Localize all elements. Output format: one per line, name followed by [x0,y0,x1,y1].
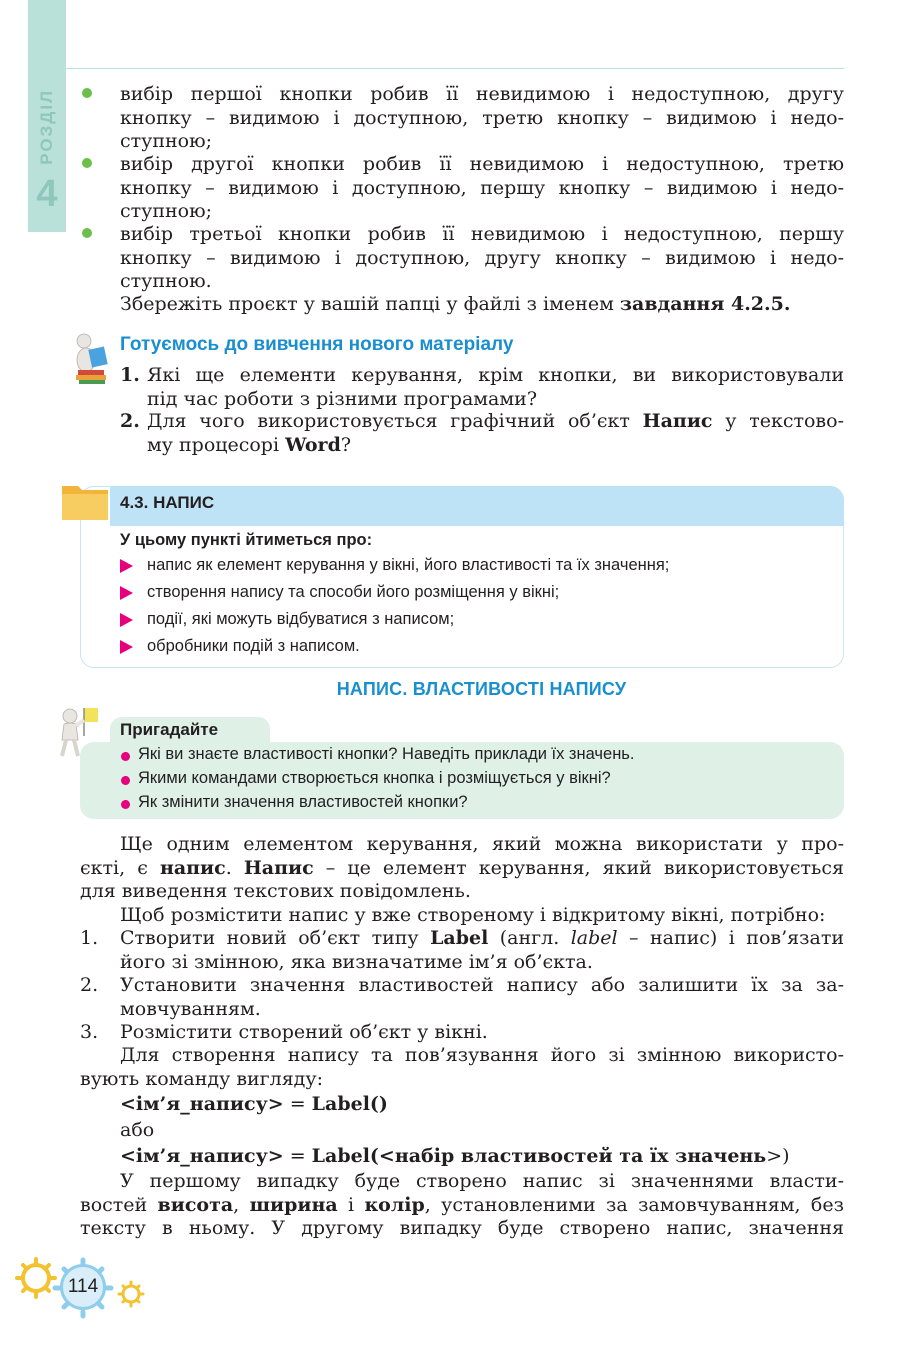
pink-bullet [121,752,130,761]
bullet-dot [82,228,92,238]
question-number: 2. [120,410,140,432]
question-2: Для чого використовується графічний об’єкт Напис у текстово- му процесорі Word? [147,410,844,456]
section-item: події, які можуть відбуватися з написом; [147,610,455,628]
chapter-number: 4 [36,173,58,215]
question-1: Які ще елементи керування, крім кнопки, ви використовували під час роботи з різними програмами? [147,364,844,410]
paragraph: Ще одним елементом керування, який можна використати у про- єкті, є напис. Напис – це елемент керування, який використовується для виведення текстових повідомлень. Щоб розмістити напис у вже створеному і відкритому вікні, потрібно: [80,833,844,926]
section-item: створення напису та способи його розміщення у вікні; [147,583,560,601]
step-number: 1. [80,927,99,949]
step-number: 2. [80,974,99,996]
bullet-dot [82,88,92,98]
folder-icon [60,480,110,522]
pink-triangle-icon [120,559,133,573]
bullet-item: вибір третьої кнопки робив її невидимою і недоступною, першу кнопку – видимою і доступною, другу кнопку – видимою і недо- ступною. [120,223,844,292]
question-number: 1. [120,364,140,386]
recall-item: Як змінити значення властивостей кнопки? [138,793,468,811]
bullet-item: вибір першої кнопки робив її невидимою і недоступною, другу кнопку – видимою і доступною, третю кнопку – видимою і недо- ступною; [120,83,844,152]
code-line: <ім’я_напису> = Label() [120,1093,388,1115]
pink-bullet [121,800,130,809]
section-item: напис як елемент керування у вікні, його властивості та їх значення; [147,556,670,574]
section-item: обробники подій з написом. [147,637,360,655]
recall-item: Якими командами створюється кнопка і розміщується у вікні? [138,769,611,787]
pink-bullet [121,776,130,785]
section-title: 4.3. НАПИС [120,493,215,512]
pink-triangle-icon [120,640,133,654]
step-number: 3. [80,1021,99,1043]
or-text: або [120,1119,155,1141]
save-instruction: Збережіть проєкт у вашій папці у файлі з іменем завдання 4.2.5. [120,293,791,315]
step-1: Створити новий об’єкт типу Label (англ. label – напис) і пов’язати його зі змінною, яка визначатиме ім’я об’єкта. [120,927,844,973]
section-header-bar [110,486,844,526]
chapter-label: РОЗДІЛ [37,89,56,165]
paragraph: У першому випадку буде створено напис зі значеннями власти- востей висота, ширина і колір, установленими за замовчуванням, без тексту в ньому. У другому випадку буде створено напис, значення [80,1170,844,1239]
prep-title: Готуємось до вивчення нового матеріалу [120,334,514,355]
recall-title: Пригадайте [120,720,219,739]
page-number: 114 [60,1264,106,1310]
pink-triangle-icon [120,613,133,627]
recall-item: Які ви знаєте властивості кнопки? Наведіть приклади їх значень. [138,745,635,763]
step-2: Установити значення властивостей напису або залишити їх за за- мовчуванням. [120,974,844,1020]
section-intro: У цьому пункті йтиметься про: [120,531,373,549]
top-rule [66,68,844,69]
paragraph: Для створення напису та пов’язування його зі змінною використо- вують команду вигляду: [80,1044,844,1090]
pink-triangle-icon [120,586,133,600]
reader-figure-icon [70,332,112,384]
step-3: Розмістити створений об’єкт у вікні. [120,1021,488,1043]
bullet-item: вибір другої кнопки робив її невидимою і недоступною, третю кнопку – видимою і доступною, першу кнопку – видимою і недо- ступною; [120,153,844,222]
code-line: <ім’я_напису> = Label(<набір властивостей та їх значень>) [120,1145,790,1167]
section-heading: НАПИС. ВЛАСТИВОСТІ НАПИСУ [336,679,627,699]
bullet-dot [82,158,92,168]
